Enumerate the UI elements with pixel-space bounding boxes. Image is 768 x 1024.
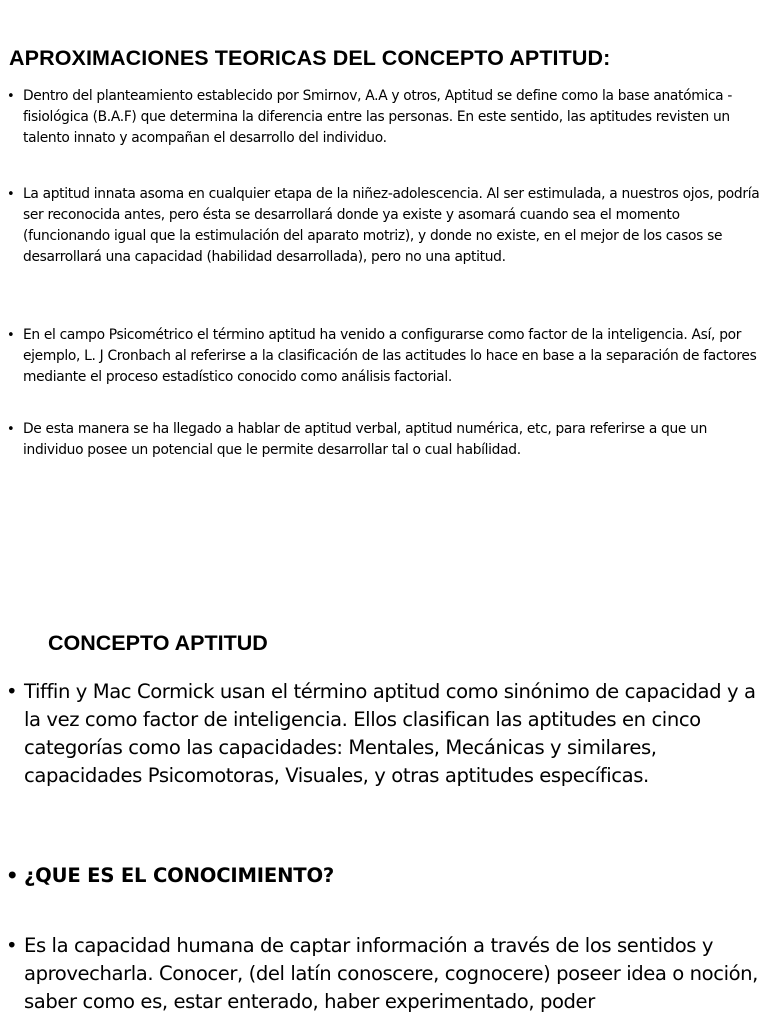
bullet-item	[7, 325, 763, 388]
slide-1-title: APROXIMACIONES TEORICAS DEL CONCEPTO APTITUD:	[9, 46, 611, 70]
bullet-text: ¿QUE ES EL CONOCIMIENTO?	[24, 864, 335, 887]
bullet-text: Dentro del planteamiento establecido por Smirnov, A.A y otros, Aptitud se define como la base anatómica - fisiológica (B.A.F) que determina la diferencia entre las personas. En este sentido, las aptitudes revisten un talento innato y acompañan el desarrollo del individuo.	[23, 88, 733, 146]
bullet-dot-icon: •	[6, 680, 18, 703]
bullet-item	[6, 932, 762, 1016]
bullet-dot-icon: •	[7, 187, 15, 202]
slide-2-title: CONCEPTO APTITUD	[48, 631, 268, 655]
bullet-dot-icon: •	[6, 934, 18, 957]
bullet-item	[7, 184, 763, 268]
bullet-item	[7, 86, 763, 149]
bullet-dot-icon: •	[7, 328, 15, 343]
bullet-text: Tiffin y Mac Cormick usan el término aptitud como sinónimo de capacidad y a la vez como factor de inteligencia. Ellos clasifican las aptitudes en cinco categorías como las capacidades: Mentales, Mecánicas y similares, capacidades Psicomotoras, Visuales, y otras aptitudes específicas.	[24, 680, 756, 787]
bullet-item	[7, 419, 763, 461]
bullet-text: La aptitud innata asoma en cualquier etapa de la niñez-adolescencia. Al ser estimulada, a nuestros ojos, podría ser reconocida antes, pero ésta se desarrollará donde ya existe y asomará cuando sea el momento (funcionando igual que la estimulación del aparato motriz), y donde no existe, en el mejor de los casos se desarrollará una capacidad (habilidad desarrollada), pero no una aptitud.	[23, 186, 760, 265]
bullet-heading	[6, 862, 762, 890]
bullet-dot-icon: •	[7, 89, 15, 104]
bullet-dot-icon: •	[7, 422, 15, 437]
bullet-text: De esta manera se ha llegado a hablar de aptitud verbal, aptitud numérica, etc, para referirse a que un individuo posee un potencial que le permite desarrollar tal o cual habílidad.	[23, 421, 707, 458]
bullet-item	[6, 678, 762, 790]
bullet-text: Es la capacidad humana de captar información a través de los sentidos y aprovecharla. Conocer, (del latín conoscere, cognocere) poseer idea o noción, saber como es, estar enterado, haber experimentado, poder	[24, 934, 758, 1013]
bullet-text: En el campo Psicométrico el término aptitud ha venido a configurarse como factor de la inteligencia. Así, por ejemplo, L. J Cronbach al referirse a la clasificación de las actitudes lo hace en base a la separación de factores mediante el proceso estadístico conocido como análisis factorial.	[23, 327, 757, 385]
bullet-dot-icon: •	[6, 864, 19, 887]
